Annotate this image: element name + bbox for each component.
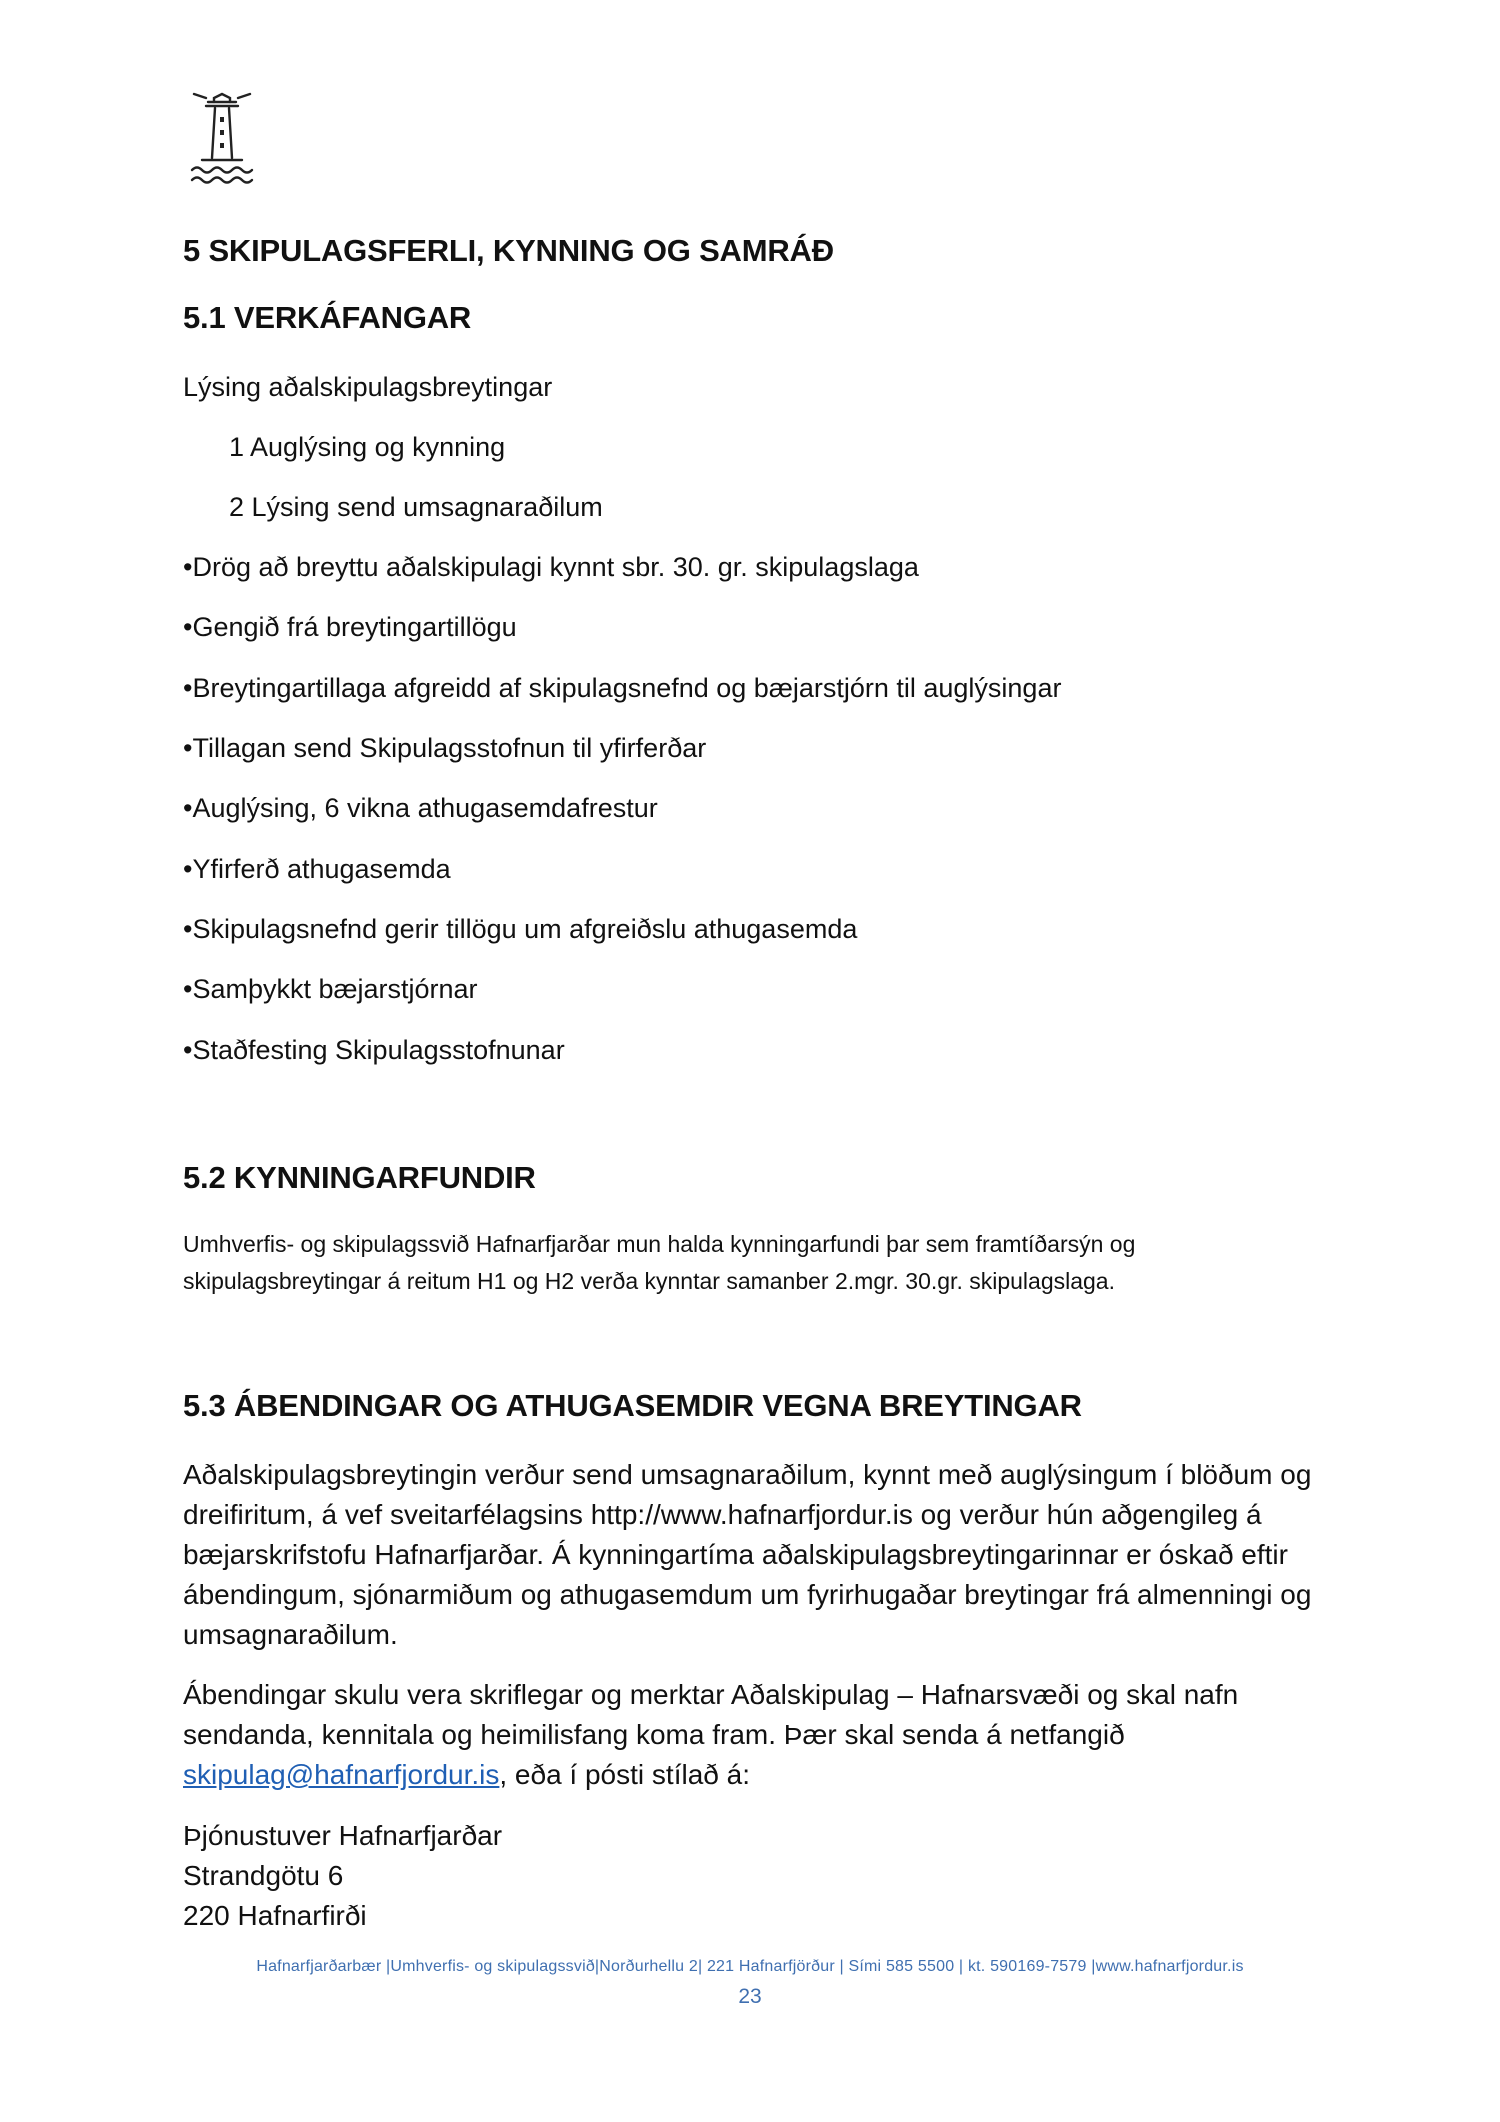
email-trailing-text: , eða í pósti stílað á: [499, 1759, 750, 1790]
postal-address [183, 1816, 502, 1936]
bullet-item: •Skipulagsnefnd gerir tillögu um afgreiðslu athugasemda [183, 914, 858, 944]
address-line: Þjónustuver Hafnarfjarðar [183, 1820, 503, 1851]
text-line [183, 1755, 1333, 1795]
abendingar-paragraph-2 [183, 1675, 1333, 1795]
text-line: bæjarskrifstofu Hafnarfjarðar. Á kynningartíma aðalskipulagsbreytingarinnar er óskað eftir [183, 1539, 1288, 1570]
email-link[interactable]: skipulag@hafnarfjordur.is [183, 1759, 500, 1790]
text-line: dreifiritum, á vef sveitarfélagsins http://www.hafnarfjordur.is og verður hún aðgengileg á [183, 1499, 1262, 1530]
address-line: 220 Hafnarfirði [183, 1900, 367, 1931]
text-line: sendanda, kennitala og heimilisfang koma fram. Þær skal senda á netfangið [183, 1719, 1125, 1750]
section-5-1-heading: 5.1 VERKÁFANGAR [183, 300, 472, 335]
numbered-item: 2 Lýsing send umsagnaraðilum [229, 492, 603, 522]
bullet-item: •Staðfesting Skipulagsstofnunar [183, 1035, 565, 1065]
abendingar-paragraph-1 [183, 1455, 1333, 1655]
text-line: ábendingum, sjónarmiðum og athugasemdum um fyrirhugaðar breytingar frá almenningi og [183, 1579, 1312, 1610]
bullet-item: •Breytingartillaga afgreidd af skipulagsnefnd og bæjarstjórn til auglýsingar [183, 673, 1062, 703]
text-line: Aðalskipulagsbreytingin verður send umsagnaraðilum, kynnt með auglýsingum í blöðum og [183, 1459, 1312, 1490]
kynningarfundir-text [183, 1226, 1333, 1300]
address-line: Strandgötu 6 [183, 1860, 344, 1891]
bullet-item: •Gengið frá breytingartillögu [183, 612, 517, 642]
text-line: skipulagsbreytingar á reitum H1 og H2 verða kynntar samanber 2.mgr. 30.gr. skipulagslaga. [183, 1268, 1115, 1294]
section-5-2-heading: 5.2 KYNNINGARFUNDIR [183, 1160, 536, 1195]
bullet-item: •Yfirferð athugasemda [183, 854, 451, 884]
bullet-item: •Drög að breyttu aðalskipulagi kynnt sbr. 30. gr. skipulagslaga [183, 552, 919, 582]
lighthouse-icon [188, 90, 256, 190]
page-number: 23 [738, 1985, 762, 2008]
page-footer: Hafnarfjarðarbær |Umhverfis- og skipulagssvið|Norðurhellu 2| 221 Hafnarfjörður | Sími 585 5500 | kt. 590169-7579 |www.hafnarfjordur.is [256, 1958, 1244, 1975]
section-5-3-heading: 5.3 ÁBENDINGAR OG ATHUGASEMDIR VEGNA BREYTINGAR [183, 1388, 1082, 1423]
section-5-heading: 5 SKIPULAGSFERLI, KYNNING OG SAMRÁÐ [183, 233, 834, 268]
text-line: Ábendingar skulu vera skriflegar og merktar Aðalskipulag – Hafnarsvæði og skal nafn [183, 1679, 1239, 1710]
bullet-item: •Tillagan send Skipulagsstofnun til yfirferðar [183, 733, 707, 763]
verkafangar-intro: Lýsing aðalskipulagsbreytingar [183, 372, 553, 402]
bullet-item: •Samþykkt bæjarstjórnar [183, 974, 478, 1004]
numbered-item: 1 Auglýsing og kynning [229, 432, 506, 462]
text-line: Umhverfis- og skipulagssvið Hafnarfjarðar mun halda kynningarfundi þar sem framtíðarsýn og [183, 1231, 1136, 1257]
text-line: umsagnaraðilum. [183, 1619, 398, 1650]
bullet-item: •Auglýsing, 6 vikna athugasemdafrestur [183, 793, 658, 823]
